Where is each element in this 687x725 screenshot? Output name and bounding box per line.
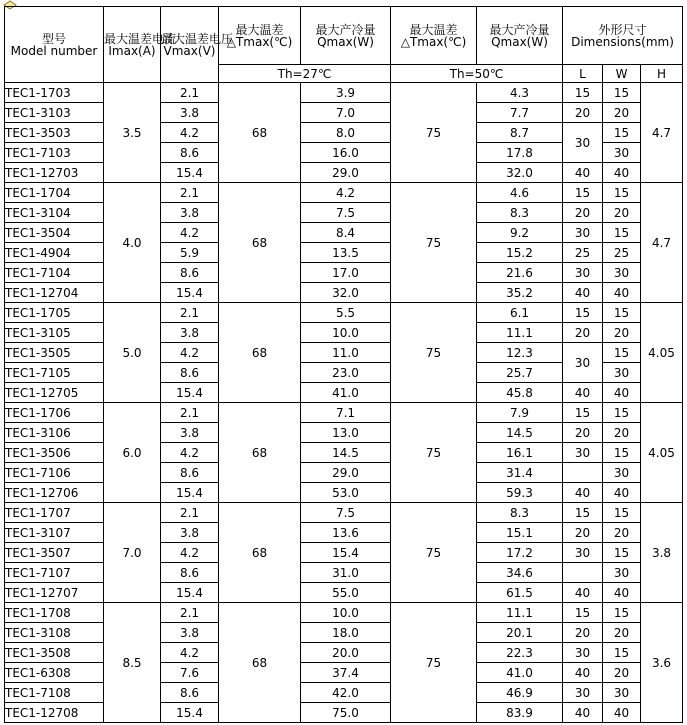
vmax-value: 8.6 [161,683,219,703]
dim-w-value: 20 [603,423,641,443]
vmax-value: 2.1 [161,303,219,323]
dim-l-value: 15 [563,403,603,423]
qmax-50-value: 20.1 [477,623,563,643]
model-number: TEC1-3506 [5,443,104,463]
model-number: TEC1-4904 [5,243,104,263]
model-number: TEC1-1703 [5,83,104,103]
vmax-value: 3.8 [161,103,219,123]
vmax-value: 4.2 [161,543,219,563]
model-number: TEC1-1705 [5,303,104,323]
header-row [5,7,683,65]
vmax-value: 4.2 [161,123,219,143]
vmax-value: 8.6 [161,363,219,383]
dim-l-value: 40 [563,283,603,303]
model-number: TEC1-12705 [5,383,104,403]
dim-l-value: 40 [563,163,603,183]
dim-w-value: 15 [603,223,641,243]
tec-spec-table [4,6,683,723]
dim-w-value: 20 [603,323,641,343]
qmax-50-value: 46.9 [477,683,563,703]
qmax-27-value: 8.0 [301,123,391,143]
vmax-value: 15.4 [161,163,219,183]
dim-w-value: 30 [603,463,641,483]
dim-l-value: 20 [563,103,603,123]
dim-h-value: 3.8 [641,503,683,603]
vmax-value: 15.4 [161,283,219,303]
dtmax-27-value: 68 [219,183,301,303]
dim-w-value: 40 [603,163,641,183]
qmax-27-value: 15.4 [301,543,391,563]
dim-w-value: 15 [603,403,641,423]
qmax-50-value: 4.3 [477,83,563,103]
dim-l-value: 40 [563,483,603,503]
qmax-50-value: 16.1 [477,443,563,463]
qmax-27-value: 13.6 [301,523,391,543]
vmax-value: 2.1 [161,403,219,423]
vmax-value: 3.8 [161,623,219,643]
model-number: TEC1-12706 [5,483,104,503]
qmax-50-value: 8.3 [477,503,563,523]
dtmax-50-value: 75 [391,183,477,303]
dim-h-value: 4.7 [641,183,683,303]
dim-l-value: 30 [563,683,603,703]
header-dim-w: W [603,65,641,83]
qmax-50-value: 11.1 [477,323,563,343]
dim-h-value: 4.05 [641,403,683,503]
vmax-value: 8.6 [161,263,219,283]
qmax-27-value: 10.0 [301,603,391,623]
vmax-value: 15.4 [161,583,219,603]
qmax-27-value: 7.5 [301,503,391,523]
dim-l-value: 30 [563,223,603,243]
dim-l-value: 30 [563,263,603,283]
model-number: TEC1-3107 [5,523,104,543]
qmax-50-value: 7.7 [477,103,563,123]
dim-w-value: 40 [603,483,641,503]
qmax-50-value: 61.5 [477,583,563,603]
dim-w-value: 30 [603,263,641,283]
dim-w-value: 20 [603,523,641,543]
model-number: TEC1-12703 [5,163,104,183]
dim-w-value: 20 [603,623,641,643]
vmax-value: 3.8 [161,323,219,343]
qmax-27-value: 41.0 [301,383,391,403]
table-row [5,403,683,423]
qmax-50-value: 17.2 [477,543,563,563]
dim-w-value: 15 [603,183,641,203]
dim-l-value [563,563,603,583]
qmax-50-value: 34.6 [477,563,563,583]
model-number: TEC1-3105 [5,323,104,343]
dim-l-value: 20 [563,323,603,343]
vmax-value: 15.4 [161,383,219,403]
vmax-value: 8.6 [161,143,219,163]
dim-w-value: 15 [603,303,641,323]
imax-value: 3.5 [104,83,161,183]
dim-w-value: 30 [603,363,641,383]
dim-w-value: 15 [603,343,641,363]
header-dimensions: 外形尺寸 Dimensions(mm) [563,7,683,65]
qmax-50-value: 25.7 [477,363,563,383]
imax-value: 4.0 [104,183,161,303]
dtmax-27-value: 68 [219,303,301,403]
qmax-50-value: 4.6 [477,183,563,203]
imax-value: 7.0 [104,503,161,603]
dim-h-value: 3.6 [641,603,683,723]
model-number: TEC1-7104 [5,263,104,283]
dim-l-value: 15 [563,603,603,623]
dtmax-27-value: 68 [219,503,301,603]
model-number: TEC1-3103 [5,103,104,123]
dim-w-value: 15 [603,643,641,663]
dim-l-value: 15 [563,303,603,323]
dim-l-value: 30 [563,443,603,463]
dim-l-value: 30 [563,643,603,663]
dim-l-value: 20 [563,423,603,443]
dim-w-value: 30 [603,683,641,703]
dim-w-value: 15 [603,83,641,103]
qmax-50-value: 14.5 [477,423,563,443]
qmax-50-value: 21.6 [477,263,563,283]
dtmax-50-value: 75 [391,403,477,503]
qmax-50-value: 9.2 [477,223,563,243]
dim-l-value: 40 [563,663,603,683]
dtmax-50-value: 75 [391,603,477,723]
model-number: TEC1-3507 [5,543,104,563]
qmax-27-value: 29.0 [301,163,391,183]
qmax-27-value: 16.0 [301,143,391,163]
dim-l-value: 40 [563,583,603,603]
vmax-value: 4.2 [161,343,219,363]
header-th-50: Th=50℃ [391,65,563,83]
dim-l-value: 40 [563,383,603,403]
table-row [5,83,683,103]
dim-l-value: 20 [563,203,603,223]
header-model: 型号 Model number [5,7,104,83]
qmax-27-value: 4.2 [301,183,391,203]
qmax-27-value: 31.0 [301,563,391,583]
header-q-27: 最大产冷量 Qmax(W) [301,7,391,65]
dim-l-value: 30 [563,543,603,563]
model-number: TEC1-7106 [5,463,104,483]
qmax-27-value: 37.4 [301,663,391,683]
qmax-50-value: 15.2 [477,243,563,263]
dim-l-value: 30 [563,123,603,163]
vmax-value: 8.6 [161,563,219,583]
dim-l-value [563,463,603,483]
qmax-50-value: 35.2 [477,283,563,303]
qmax-27-value: 13.0 [301,423,391,443]
vmax-value: 3.8 [161,203,219,223]
vmax-value: 8.6 [161,463,219,483]
dim-l-value: 20 [563,623,603,643]
dim-w-value: 15 [603,503,641,523]
model-number: TEC1-1708 [5,603,104,623]
qmax-27-value: 3.9 [301,83,391,103]
qmax-50-value: 59.3 [477,483,563,503]
vmax-value: 2.1 [161,83,219,103]
qmax-50-value: 22.3 [477,643,563,663]
header-dim-l: L [563,65,603,83]
qmax-27-value: 7.5 [301,203,391,223]
qmax-27-value: 20.0 [301,643,391,663]
qmax-50-value: 41.0 [477,663,563,683]
dtmax-50-value: 75 [391,503,477,603]
dim-w-value: 30 [603,563,641,583]
qmax-27-value: 7.0 [301,103,391,123]
dim-w-value: 15 [603,603,641,623]
vmax-value: 2.1 [161,183,219,203]
model-number: TEC1-7105 [5,363,104,383]
model-number: TEC1-1706 [5,403,104,423]
qmax-27-value: 55.0 [301,583,391,603]
qmax-27-value: 18.0 [301,623,391,643]
model-number: TEC1-3503 [5,123,104,143]
imax-value: 5.0 [104,303,161,403]
dim-w-value: 40 [603,703,641,723]
qmax-50-value: 8.3 [477,203,563,223]
header-vmax: 最大温差电压 Vmax(V) [161,7,219,83]
dim-l-value: 30 [563,343,603,383]
vmax-value: 15.4 [161,483,219,503]
dim-w-value: 20 [603,663,641,683]
header-q-50: 最大产冷量 Qmax(W) [477,7,563,65]
dim-l-value: 40 [563,703,603,723]
qmax-27-value: 23.0 [301,363,391,383]
model-number: TEC1-3504 [5,223,104,243]
vmax-value: 15.4 [161,703,219,723]
model-number: TEC1-7107 [5,563,104,583]
table-row [5,183,683,203]
table-row [5,503,683,523]
qmax-27-value: 75.0 [301,703,391,723]
imax-value: 6.0 [104,403,161,503]
model-number: TEC1-3508 [5,643,104,663]
qmax-50-value: 31.4 [477,463,563,483]
qmax-27-value: 53.0 [301,483,391,503]
imax-value: 8.5 [104,603,161,723]
vmax-value: 5.9 [161,243,219,263]
model-number: TEC1-6308 [5,663,104,683]
vmax-value: 2.1 [161,503,219,523]
model-number: TEC1-1707 [5,503,104,523]
header-dim-h: H [641,65,683,83]
qmax-27-value: 32.0 [301,283,391,303]
qmax-50-value: 17.8 [477,143,563,163]
dim-w-value: 15 [603,543,641,563]
vmax-value: 2.1 [161,603,219,623]
dtmax-27-value: 68 [219,603,301,723]
dtmax-50-value: 75 [391,303,477,403]
model-number: TEC1-12704 [5,283,104,303]
vmax-value: 3.8 [161,423,219,443]
table-row [5,603,683,623]
dtmax-50-value: 75 [391,83,477,183]
dim-l-value: 25 [563,243,603,263]
header-dt-27: 最大温差 △Tmax(℃) [219,7,301,65]
header-imax: 最大温差电流 Imax(A) [104,7,161,83]
qmax-27-value: 13.5 [301,243,391,263]
dim-w-value: 25 [603,243,641,263]
dim-w-value: 30 [603,143,641,163]
model-number: TEC1-12707 [5,583,104,603]
vmax-value: 4.2 [161,643,219,663]
qmax-50-value: 45.8 [477,383,563,403]
qmax-27-value: 42.0 [301,683,391,703]
qmax-50-value: 8.7 [477,123,563,143]
qmax-50-value: 32.0 [477,163,563,183]
model-number: TEC1-7103 [5,143,104,163]
model-number: TEC1-3505 [5,343,104,363]
dim-h-value: 4.7 [641,83,683,183]
dim-l-value: 20 [563,523,603,543]
header-th-27: Th=27℃ [219,65,391,83]
qmax-50-value: 6.1 [477,303,563,323]
qmax-27-value: 7.1 [301,403,391,423]
vmax-value: 4.2 [161,223,219,243]
dim-l-value: 15 [563,183,603,203]
model-number: TEC1-1704 [5,183,104,203]
dim-w-value: 20 [603,103,641,123]
dim-w-value: 15 [603,123,641,143]
header-dt-50: 最大温差 △Tmax(℃) [391,7,477,65]
model-number: TEC1-3104 [5,203,104,223]
qmax-27-value: 14.5 [301,443,391,463]
qmax-27-value: 17.0 [301,263,391,283]
model-number: TEC1-12708 [5,703,104,723]
model-number: TEC1-7108 [5,683,104,703]
qmax-27-value: 5.5 [301,303,391,323]
qmax-50-value: 12.3 [477,343,563,363]
vmax-value: 4.2 [161,443,219,463]
dtmax-27-value: 68 [219,83,301,183]
vmax-value: 3.8 [161,523,219,543]
dim-w-value: 15 [603,443,641,463]
qmax-50-value: 15.1 [477,523,563,543]
qmax-27-value: 29.0 [301,463,391,483]
dim-w-value: 40 [603,583,641,603]
qmax-50-value: 83.9 [477,703,563,723]
dim-l-value: 15 [563,503,603,523]
dim-l-value: 15 [563,83,603,103]
qmax-50-value: 11.1 [477,603,563,623]
dim-w-value: 40 [603,283,641,303]
dtmax-27-value: 68 [219,403,301,503]
table-row [5,303,683,323]
dim-h-value: 4.05 [641,303,683,403]
qmax-50-value: 7.9 [477,403,563,423]
model-number: TEC1-3106 [5,423,104,443]
vmax-value: 7.6 [161,663,219,683]
qmax-27-value: 10.0 [301,323,391,343]
model-number: TEC1-3108 [5,623,104,643]
qmax-27-value: 11.0 [301,343,391,363]
dim-w-value: 40 [603,383,641,403]
dim-w-value: 20 [603,203,641,223]
qmax-27-value: 8.4 [301,223,391,243]
